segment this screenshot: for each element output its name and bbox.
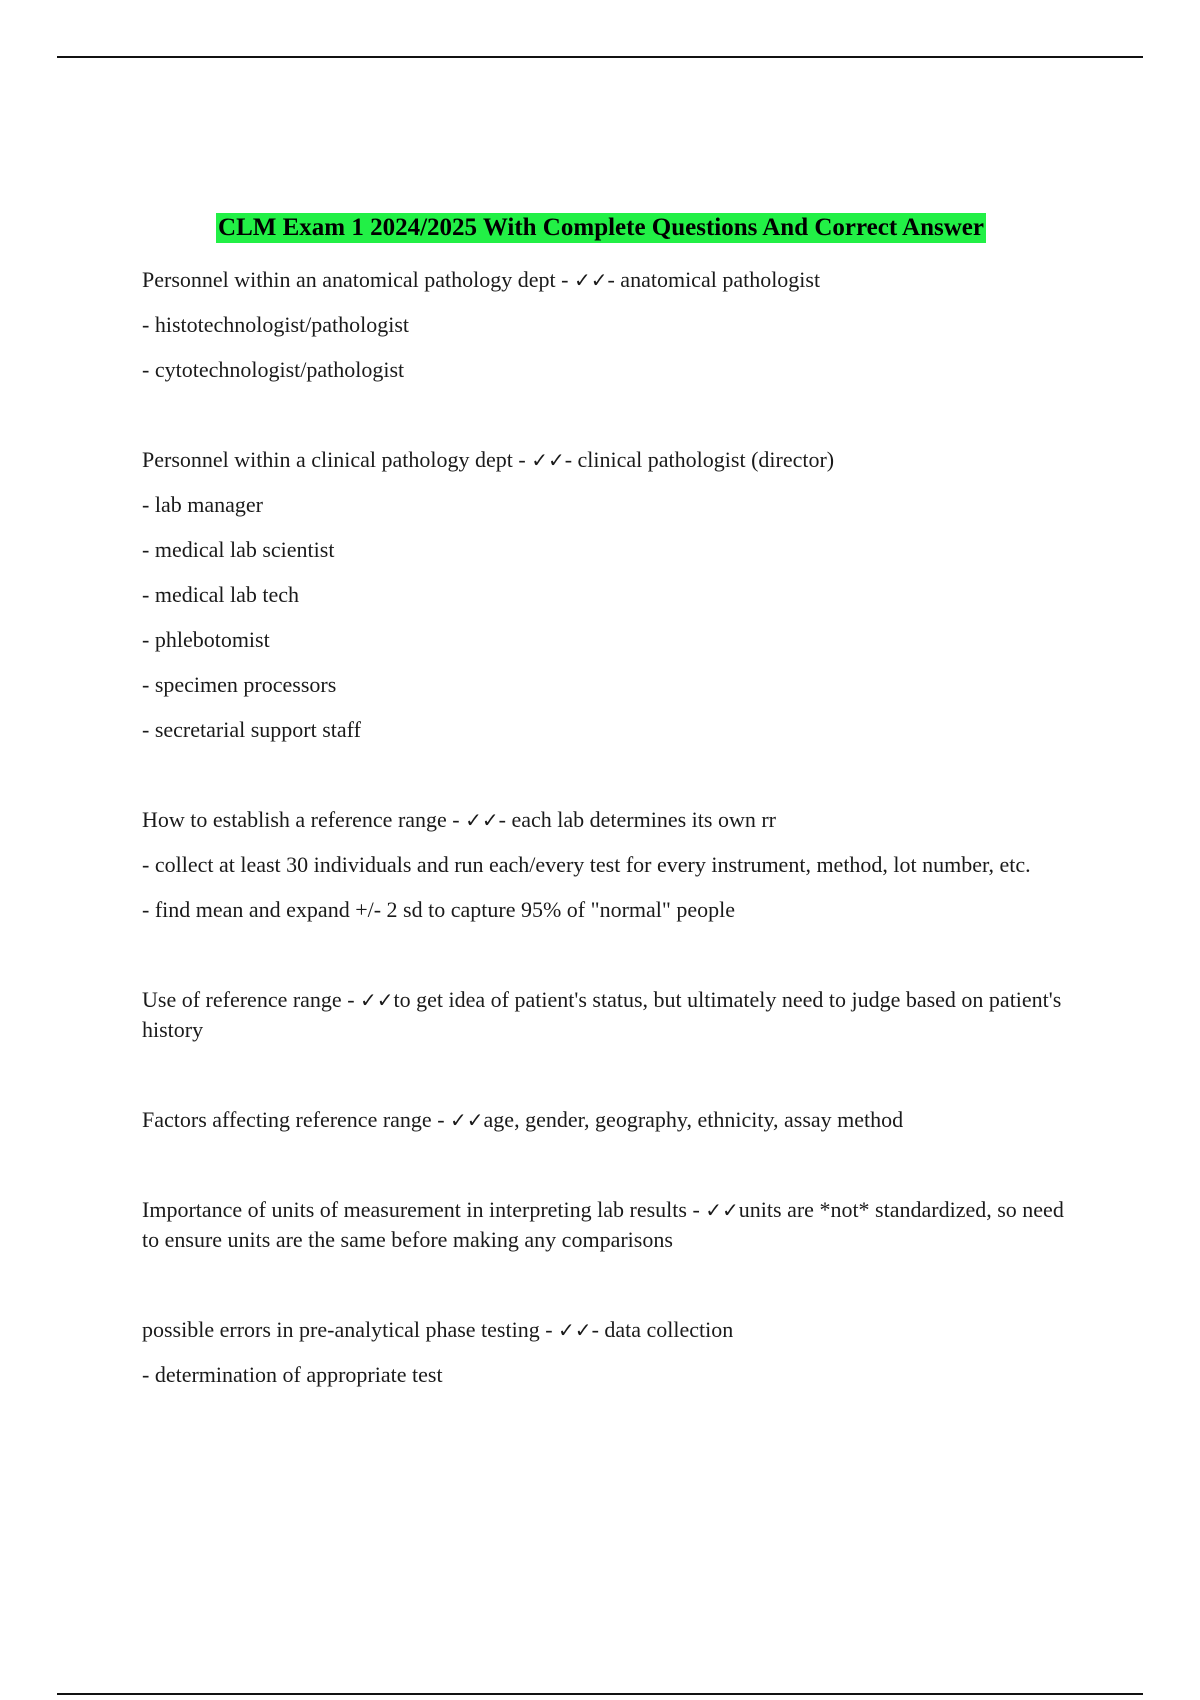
answer-text: - clinical pathologist (director): [564, 447, 835, 472]
header-rule: [57, 56, 1143, 58]
answer-text: age, gender, geography, ethnicity, assay method: [483, 1107, 904, 1132]
detail-line: - lab manager: [142, 492, 263, 517]
question-line: [142, 265, 1064, 295]
qa-entry: [142, 985, 1064, 1045]
detail-line: - determination of appropriate test: [142, 1362, 443, 1387]
answer-text: - each lab determines its own rr: [498, 807, 776, 832]
check-icon: ✓✓: [558, 1318, 592, 1342]
question-line: [142, 1105, 1064, 1135]
question-line: [142, 1315, 1064, 1345]
question-text: How to establish a reference range -: [142, 807, 466, 832]
qa-entry: [142, 1195, 1064, 1255]
document-body: [142, 213, 1064, 1450]
question-text: Personnel within a clinical pathology dept -: [142, 447, 532, 472]
detail-line: - find mean and expand +/- 2 sd to capture 95% of "normal" people: [142, 897, 736, 922]
check-icon: ✓✓: [465, 808, 499, 832]
question-line: [142, 445, 1064, 475]
qa-entry: [142, 805, 1064, 925]
document-title: CLM Exam 1 2024/2025 With Complete Questions And Correct Answer: [218, 214, 984, 241]
detail-line: - secretarial support staff: [142, 717, 361, 742]
detail-line: - medical lab scientist: [142, 537, 335, 562]
question-line: [142, 805, 1064, 835]
answer-text: - data collection: [591, 1317, 734, 1342]
qa-entry: [142, 1315, 1064, 1390]
question-text: Importance of units of measurement in interpreting lab results -: [142, 1197, 706, 1222]
answer-text: units are *not* standardized, so need to ensure units are the same before making any comparisons: [142, 1197, 1064, 1252]
detail-line: - medical lab tech: [142, 582, 299, 607]
question-text: possible errors in pre-analytical phase testing -: [142, 1317, 559, 1342]
question-text: Use of reference range -: [142, 987, 361, 1012]
answer-text: to get idea of patient's status, but ultimately need to judge based on patient's history: [142, 987, 1062, 1042]
question-text: Factors affecting reference range -: [142, 1107, 451, 1132]
footer-rule: [57, 1693, 1143, 1695]
question-line: [142, 1195, 1064, 1255]
answer-text: - anatomical pathologist: [607, 267, 821, 292]
title-wrap: [0, 213, 1200, 243]
question-text: Personnel within an anatomical pathology dept -: [142, 267, 574, 292]
detail-line: - phlebotomist: [142, 627, 270, 652]
question-line: [142, 985, 1064, 1045]
check-icon: ✓✓: [705, 1198, 739, 1222]
check-icon: ✓✓: [450, 1108, 484, 1132]
detail-line: - cytotechnologist/pathologist: [142, 357, 405, 382]
detail-line: - histotechnologist/pathologist: [142, 312, 410, 337]
check-icon: ✓✓: [360, 988, 394, 1012]
check-icon: ✓✓: [573, 268, 608, 292]
qa-entry: [142, 445, 1064, 745]
detail-line: - collect at least 30 individuals and run each/every test for every instrument, method, lot number, etc.: [142, 852, 1031, 877]
detail-line: - specimen processors: [142, 672, 337, 697]
check-icon: ✓✓: [531, 448, 565, 472]
qa-entry: [142, 265, 1064, 385]
qa-entry: [142, 1105, 1064, 1135]
